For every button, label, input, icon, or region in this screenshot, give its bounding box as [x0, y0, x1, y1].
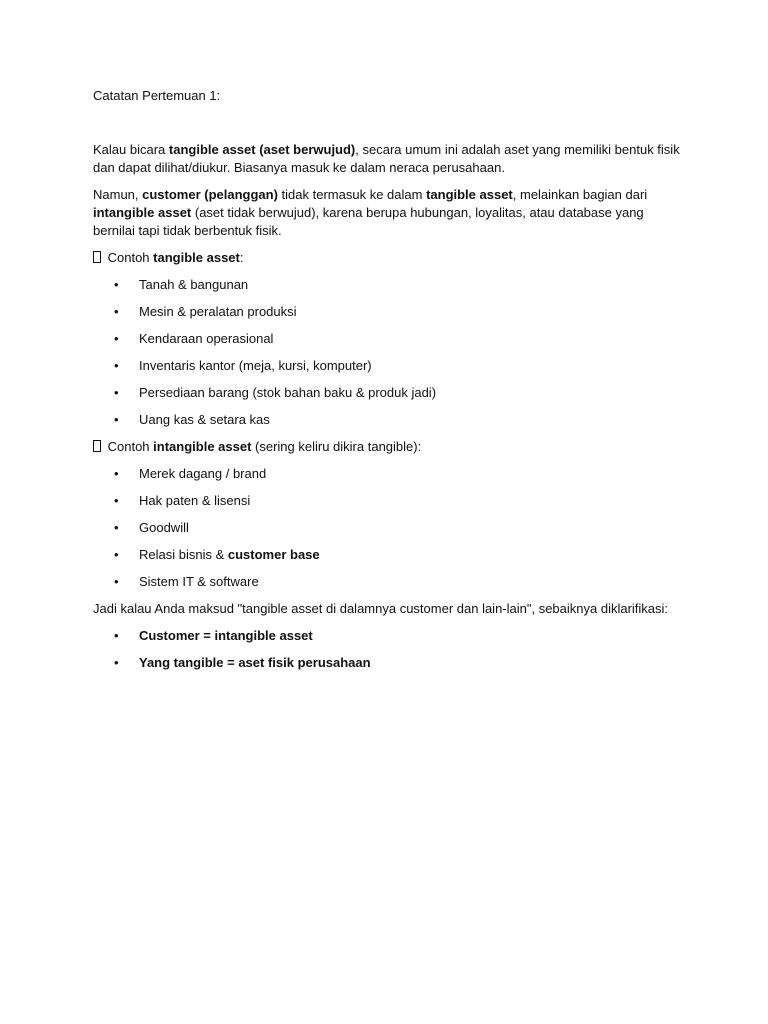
paragraph-conclusion: Jadi kalau Anda maksud "tangible asset di dalamnya customer dan lain-lain", sebaiknya diklarifikasi: [93, 601, 669, 616]
missing-glyph-icon [93, 251, 101, 263]
list-item-text: Kendaraan operasional [139, 331, 274, 346]
list-item-text: Inventaris kantor (meja, kursi, komputer) [139, 358, 372, 373]
list-item-text: Mesin & peralatan produksi [139, 304, 297, 319]
list-item [93, 492, 683, 510]
list-item-text: Sistem IT & software [139, 574, 259, 589]
heading-intangible-examples [93, 438, 683, 456]
bold-term: intangible asset [153, 439, 252, 454]
list-item-text: Relasi bisnis & [139, 547, 228, 562]
text-run: Contoh [104, 439, 154, 454]
bullet-icon: • [114, 412, 119, 427]
list-item-text: Customer = intangible asset [139, 628, 313, 643]
bold-term-customer-base: customer base [227, 547, 320, 562]
text-run: Namun, [93, 187, 143, 202]
list-item-text: Hak paten & lisensi [139, 493, 251, 508]
list-item [93, 519, 683, 537]
list-item [93, 357, 683, 375]
text-run: , melainkan bagian dari [512, 187, 648, 202]
list-item-text: Merek dagang / brand [139, 466, 267, 481]
bullet-icon: • [114, 358, 119, 373]
bullet-icon: • [114, 466, 119, 481]
list-item [93, 465, 683, 483]
missing-glyph-icon [93, 440, 101, 452]
bullet-icon: • [114, 277, 119, 292]
bullet-icon: • [114, 520, 119, 535]
heading-tangible-examples [93, 249, 683, 267]
bullet-icon: • [114, 331, 119, 346]
list-item [93, 573, 683, 591]
notes-title: Catatan Pertemuan 1: [93, 88, 221, 103]
conclusion-list [93, 627, 683, 672]
bullet-icon: • [114, 628, 119, 643]
document-page [93, 87, 683, 672]
bold-term-tangible-asset: tangible asset (aset berwujud) [168, 142, 356, 157]
bold-term-tangible: tangible asset [426, 187, 513, 202]
text-run: tidak termasuk ke dalam [277, 187, 427, 202]
list-item [93, 546, 683, 564]
text-run: (aset tidak berwujud), karena berupa hubungan, loyalitas, atau database yang bernilai tapi tidak berbentuk fisik. [93, 205, 644, 238]
list-item [93, 303, 683, 321]
text-run: , secara umum ini adalah aset yang memiliki bentuk fisik dan dapat dilihat/diukur. Biasanya masuk ke dalam neraca perusahaan. [93, 142, 680, 175]
list-item-text: Yang tangible = aset fisik perusahaan [139, 655, 371, 670]
bullet-icon: • [114, 655, 119, 670]
bullet-icon: • [114, 493, 119, 508]
bold-term-customer: customer (pelanggan) [142, 187, 278, 202]
paragraph-customer-intangible [93, 186, 683, 240]
list-item [93, 411, 683, 429]
list-item [93, 384, 683, 402]
bold-term: tangible asset [153, 250, 240, 265]
bold-term-intangible: intangible asset [93, 205, 192, 220]
text-run: Contoh [104, 250, 154, 265]
bullet-icon: • [114, 304, 119, 319]
list-item-text: Uang kas & setara kas [139, 412, 270, 427]
bullet-icon: • [114, 574, 119, 589]
list-item [93, 330, 683, 348]
text-run: (sering keliru dikira tangible): [251, 439, 422, 454]
text-run: Kalau bicara [93, 142, 169, 157]
paragraph-tangible-definition [93, 141, 683, 177]
list-item [93, 276, 683, 294]
intangible-list [93, 465, 683, 591]
bullet-icon: • [114, 385, 119, 400]
bullet-icon: • [114, 547, 119, 562]
tangible-list [93, 276, 683, 429]
list-item-text: Tanah & bangunan [139, 277, 249, 292]
list-item-text: Goodwill [139, 520, 189, 535]
list-item-text: Persediaan barang (stok bahan baku & produk jadi) [139, 385, 437, 400]
list-item [93, 654, 683, 672]
text-run: : [239, 250, 244, 265]
list-item [93, 627, 683, 645]
